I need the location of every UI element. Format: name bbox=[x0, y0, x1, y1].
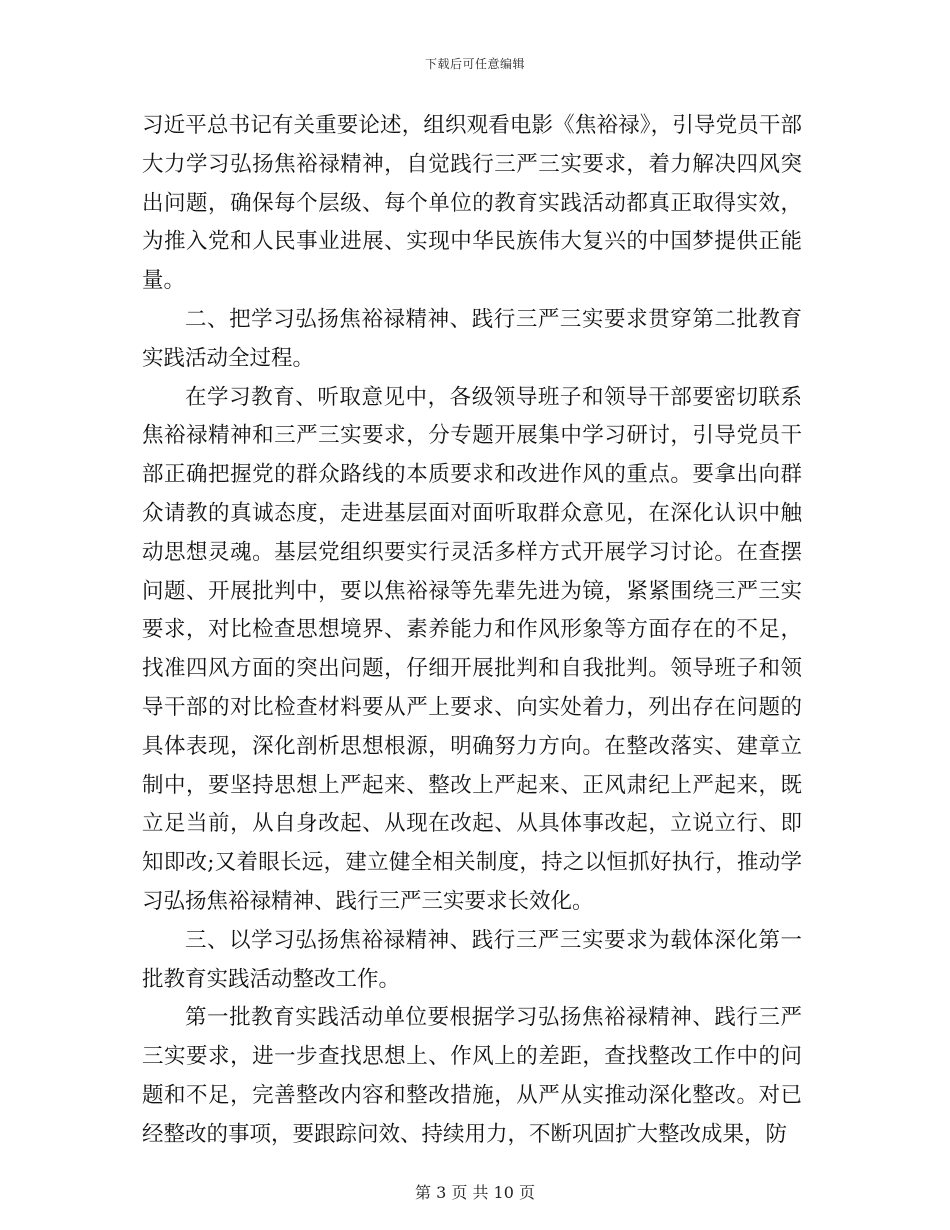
page-number-footer: 第 3 页 共 10 页 bbox=[415, 1183, 535, 1202]
section-heading-3: 三、以学习弘扬焦裕禄精神、践行三严三实要求为载体深化第一批教育实践活动整改工作。 bbox=[142, 927, 802, 992]
paragraph-5: 第一批教育实践活动单位要根据学习弘扬焦裕禄精神、践行三严三实要求，进一步查找思想上、作风上的差距，查找整改工作中的问题和不足，完善整改内容和整改措施，从严从实推动深化整改。对已经整改的事项，要跟踪问效、持续用力，不断巩固扩大整改成果，防 bbox=[142, 1005, 802, 1147]
document-body bbox=[142, 107, 802, 1155]
section-heading-2: 二、把学习弘扬焦裕禄精神、践行三严三实要求贯穿第二批教育实践活动全过程。 bbox=[142, 306, 802, 371]
page-header: 下载后可任意编辑 bbox=[424, 57, 525, 71]
paragraph-3: 在学习教育、听取意见中，各级领导班子和领导干部要密切联系焦裕禄精神和三严三实要求，分专题开展集中学习研讨，引导党员干部正确把握党的群众路线的本质要求和改进作风的重点。要拿出向群众请教的真诚态度，走进基层面对面听取群众意见，在深化认识中触动思想灵魂。基层党组织要实行灵活多样方式开展学习讨论。在查摆问题、开展批判中，要以焦裕禄等先辈先进为镜，紧紧围绕三严三实要求，对比检查思想境界、素养能力和作风形象等方面存在的不足，找准四风方面的突出问题，仔细开展批判和自我批判。领导班子和领导干部的对比检查材料要从严上要求、向实处着力，列出存在问题的具体表现，深化剖析思想根源，明确努力方向。在整改落实、建章立制中，要坚持思想上严起来、整改上严起来、正风肃纪上严起来，既立足当前，从自身改起、从现在改起、从具体事改起，立说立行、即知即改;又着眼长远，建立健全相关制度，持之以恒抓好执行，推动学习弘扬焦裕禄精神、践行三严三实要求长效化。 bbox=[142, 384, 802, 914]
paragraph-1: 习近平总书记有关重要论述，组织观看电影《焦裕禄》，引导党员干部大力学习弘扬焦裕禄精神，自觉践行三严三实要求，着力解决四风突出问题，确保每个层级、每个单位的教育实践活动都真正取得实效，为推入党和人民事业进展、实现中华民族伟大复兴的中国梦提供正能量。 bbox=[142, 113, 802, 294]
